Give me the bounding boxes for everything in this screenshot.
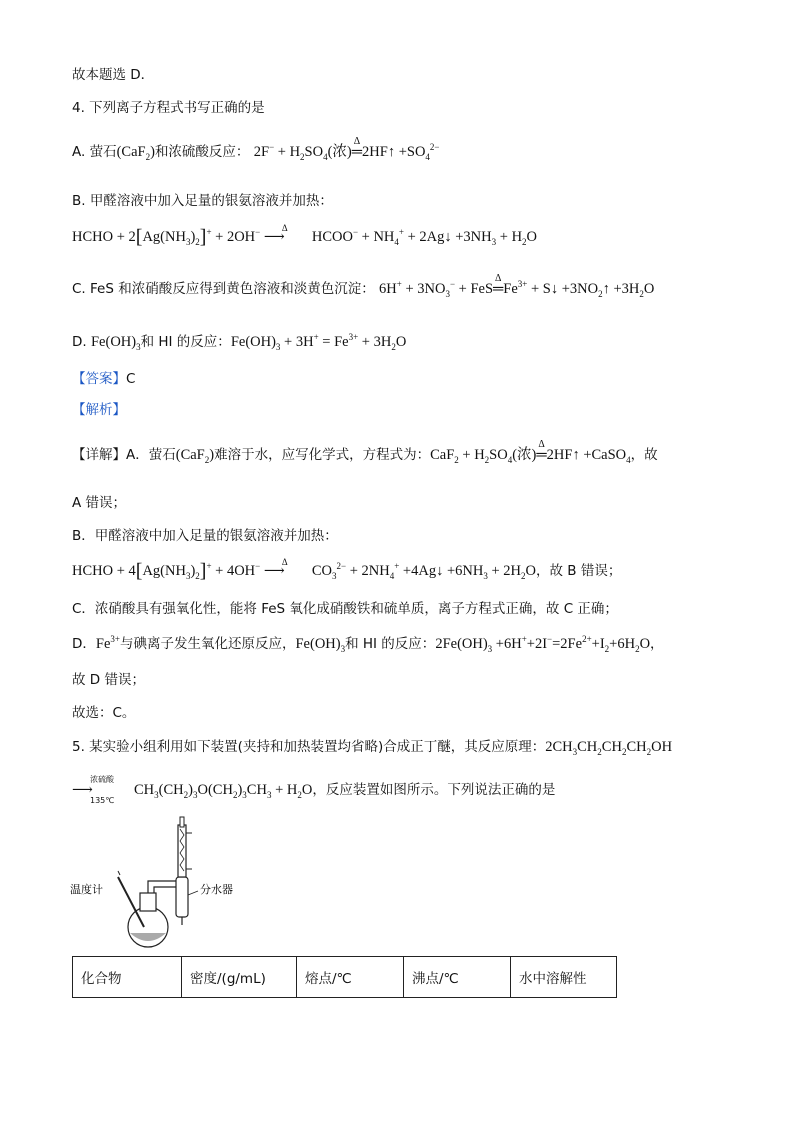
- detail-d-part3: 和 HI 的反应：: [345, 636, 436, 652]
- answer-line: [72, 370, 135, 388]
- equation-c: $6H^+ + 3NO_3^-$ + FeS Δ $═Fe^{3+}$ + S↓ $+3NO_2↑ +3H_2O$: [379, 273, 655, 299]
- detail-tag: 【详解】: [72, 447, 126, 463]
- table-header-cell: 沸点/℃: [404, 957, 511, 998]
- q5-stem-end: ，反应装置如图所示。下列说法正确的是: [312, 782, 556, 798]
- detail-d-part2: 与碘离子发生氧化还原反应，: [119, 636, 296, 652]
- option-d-label: D.: [72, 334, 87, 350]
- q5-stem-line1: [72, 738, 672, 756]
- option-d-mid: 和 HI 的反应：: [140, 334, 231, 350]
- answer-value: C: [126, 371, 136, 387]
- answer-tag: 【答案】: [72, 371, 126, 387]
- label-thermometer: 温度计: [70, 884, 103, 896]
- table-header-row: [73, 957, 617, 998]
- label-water-separator: 分水器: [200, 884, 233, 896]
- q5-stem-line2: [72, 775, 556, 805]
- table-header-cell: 水中溶解性: [511, 957, 617, 998]
- equation-d: $Fe(OH)_3 + 3H^+ = Fe^{3+} + 3H_2O$: [230, 332, 407, 352]
- reaction-arrow: 浓硫酸 ⟶ 135℃: [72, 781, 134, 799]
- q4-option-a: [72, 136, 440, 162]
- table-header-cell: 熔点/℃: [297, 957, 404, 998]
- analysis-tag: 【解析】: [72, 402, 126, 418]
- table-header-cell: 化合物: [73, 957, 182, 998]
- option-c-label: C. FeS 和浓硝酸反应得到黄色溶液和淡黄色沉淀：: [72, 281, 375, 297]
- q5-stem: 5. 某实验小组利用如下装置(夹持和加热装置均省略)合成正丁醚，其反应原理：: [72, 739, 546, 755]
- q4-option-c: [72, 273, 655, 299]
- q4-option-d: [72, 333, 406, 351]
- equation-b: HCHO + $2[Ag(NH_3)_2]^+ + 2OH^-$ ⟶ Δ HCOO− + $NH_4^+$ + 2Ag↓ $+3NH_3 + H_2O$: [72, 223, 538, 248]
- formula-fe3: $Fe^{3+}$: [95, 634, 120, 652]
- formula-caf2: (CaF$_2$): [175, 447, 215, 465]
- formula-caf2: (CaF$_2$): [116, 144, 155, 162]
- detail-d: D．$Fe^{3+}$与碘离子发生氧化还原反应，$Fe(OH)_3$和 HI 的反应：$2Fe(OH)_3 +6H^++2I^-=2Fe^{2+}+I_2+6H_2O$，: [72, 634, 664, 654]
- arrow-condition-top: 浓硫酸: [90, 775, 114, 784]
- q5-reactant: $2CH_3CH_2CH_2CH_2OH$: [545, 739, 673, 757]
- detail-b-label: B．甲醛溶液中加入足量的银氨溶液并加热：: [72, 528, 338, 544]
- q4-option-b-label: B. 甲醛溶液中加入足量的银氨溶液并加热：: [72, 193, 333, 209]
- conclusion-text: 故本题选 D．: [72, 67, 155, 83]
- q4-stem: 4. 下列离子方程式书写正确的是: [72, 100, 265, 116]
- equation-detail-d: $2Fe(OH)_3 +6H^++2I^-=2Fe^{2+}+I_2+6H_2O$: [435, 634, 651, 654]
- arrow-condition-bottom: 135℃: [90, 796, 115, 805]
- detail-a-part3: ，故: [630, 447, 658, 463]
- formula-feoh3: $Fe(OH)_3$: [295, 636, 346, 654]
- detail-b-end: ，故 B 错误；: [535, 563, 622, 579]
- option-a-label: A. 萤石: [72, 144, 117, 160]
- option-a-mid: 和浓硫酸反应：: [154, 144, 250, 160]
- detail-a: [72, 439, 658, 465]
- detail-b: [72, 557, 622, 582]
- detail-d-part1: D．: [72, 636, 96, 652]
- equation-a: $2F^- + H_2SO_4$(浓) Δ ═2HF↑ $+SO_4^{2-}$: [253, 136, 440, 162]
- apparatus-figure: [70, 815, 270, 955]
- detail-a-part1: A．萤石: [126, 447, 176, 463]
- apparatus-diagram: [70, 815, 270, 955]
- detail-a-part2: 难溶于水，应写化学式，方程式为：: [214, 447, 431, 463]
- formula-feoh3: $Fe(OH)_3$: [90, 334, 141, 352]
- detail-d-wrong: 故 D 错误；: [72, 672, 145, 688]
- detail-c: C．浓硝酸具有强氧化性，能将 FeS 氧化成硝酸铁和硫单质，离子方程式正确，故 C 正确；: [72, 601, 618, 617]
- table-header-cell: 密度/(g/mL): [182, 957, 297, 998]
- choose-text: 故选：C。: [72, 705, 136, 721]
- equation-detail-a: $CaF_2 + H_2SO_4$(浓) Δ ═2HF↑ +CaSO$_4$: [430, 439, 631, 465]
- q5-product: $CH_3(CH_2)_3O(CH_2)_3CH_3 + H_2O$: [134, 782, 313, 800]
- properties-table: [72, 956, 617, 998]
- equation-detail-b: HCHO + $4[Ag(NH_3)_2]^+ + 4OH^-$ ⟶ Δ $CO_3^{2-} + 2NH_4^+$ +4Ag↓ $+6NH_3 + 2H_2O$: [72, 557, 536, 582]
- detail-a-wrong: A 错误；: [72, 495, 127, 511]
